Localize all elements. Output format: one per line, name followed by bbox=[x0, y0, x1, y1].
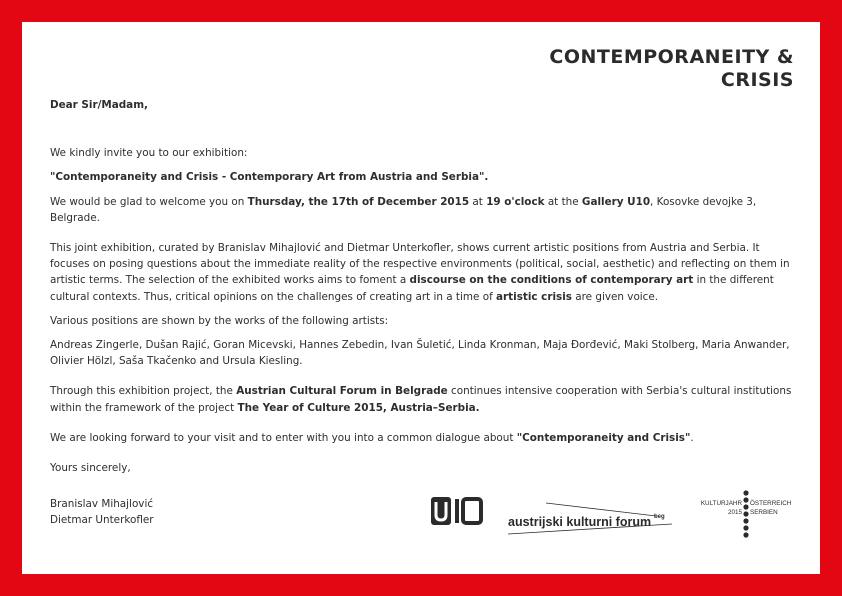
closing-paragraph bbox=[50, 430, 798, 446]
cooperation-paragraph bbox=[50, 383, 798, 415]
kulturjahr-logo bbox=[694, 490, 799, 542]
text-run: We are looking forward to your visit and to enter with you into a common dialogue about bbox=[50, 431, 517, 444]
invitation-card bbox=[22, 22, 820, 574]
text-run: This joint exhibition, curated by Branislav Mihajlović and Dietmar Unterkofler, shows current artistic positions from Austria and Serbia. It focuses on posing questions about the immediate reality of the respective environments (political, social, aesthetic) and reflecting on them in artistic terms. The selection of the exhibited works aims to foment a bbox=[50, 242, 790, 287]
date-paragraph bbox=[50, 194, 798, 226]
event-date: Thursday, the 17th of December 2015 bbox=[247, 195, 470, 208]
title-highlight: "Contemporaneity and Crisis" bbox=[516, 431, 691, 444]
letter-body bbox=[50, 97, 798, 529]
text-run: . bbox=[690, 431, 694, 444]
salutation: Dear Sir/Madam, bbox=[50, 99, 148, 111]
artists-list: Andreas Zingerle, Dušan Rajić, Goran Micevski, Hannes Zebedin, Ivan Šuletić, Linda Kronman, Maja Đorđević, Maki Stolberg, Maria Anwander, Olivier Hölzl, Saša Tkačenko and Ursula Kiesling. bbox=[50, 339, 790, 368]
text-run: , Kosovke devojke 3, Belgrade. bbox=[50, 195, 757, 224]
akf-text: austrijski kulturni forum bbox=[508, 515, 652, 529]
akf-superscript: beg bbox=[654, 514, 665, 520]
text-run: are given voice. bbox=[571, 290, 659, 303]
closing: Yours sincerely, bbox=[50, 462, 131, 475]
event-venue: Gallery U10 bbox=[581, 195, 651, 208]
akf-logo bbox=[506, 498, 676, 542]
kj-right-2: SERBIEN bbox=[750, 509, 778, 516]
text-run: in the different cultural contexts. Thus, critical opinions on the challenges of creating art in a time of bbox=[50, 274, 774, 303]
text-run: at the bbox=[544, 195, 582, 208]
text-run: Through this exhibition project, the bbox=[50, 385, 237, 398]
signature-1: Branislav Mihajlović bbox=[50, 498, 154, 511]
text-run: We would be glad to welcome you on bbox=[50, 195, 248, 208]
title-line-1: CONTEMPORANEITY & bbox=[549, 46, 794, 68]
acf-highlight: Austrian Cultural Forum in Belgrade bbox=[236, 385, 448, 398]
artists-intro: Various positions are shown by the works of the following artists: bbox=[50, 314, 389, 327]
discourse-highlight: discourse on the conditions of contemporary art bbox=[409, 274, 694, 287]
text-run: continues intensive cooperation with Serbia's cultural institutions within the framework of the project bbox=[50, 385, 792, 414]
event-time: 19 o'clock bbox=[486, 195, 545, 208]
signature-2: Dietmar Unterkofler bbox=[50, 514, 154, 527]
kj-left-1: KULTURJAHR bbox=[700, 500, 742, 507]
text-run: at bbox=[469, 195, 487, 208]
u10-logo bbox=[430, 496, 484, 530]
crisis-highlight: artistic crisis bbox=[496, 290, 572, 303]
description-paragraph bbox=[50, 240, 798, 305]
exhibition-title bbox=[549, 46, 794, 92]
kj-right-1: ÖSTERREICH bbox=[750, 500, 792, 507]
invite-line: We kindly invite you to our exhibition: bbox=[50, 147, 248, 160]
title-line-2: CRISIS bbox=[720, 69, 794, 91]
kj-left-2: 2015 bbox=[727, 509, 742, 516]
exhibition-name: "Contemporaneity and Crisis - Contemporary Art from Austria and Serbia". bbox=[50, 171, 489, 184]
year-of-culture-highlight: The Year of Culture 2015, Austria–Serbia. bbox=[237, 401, 480, 414]
